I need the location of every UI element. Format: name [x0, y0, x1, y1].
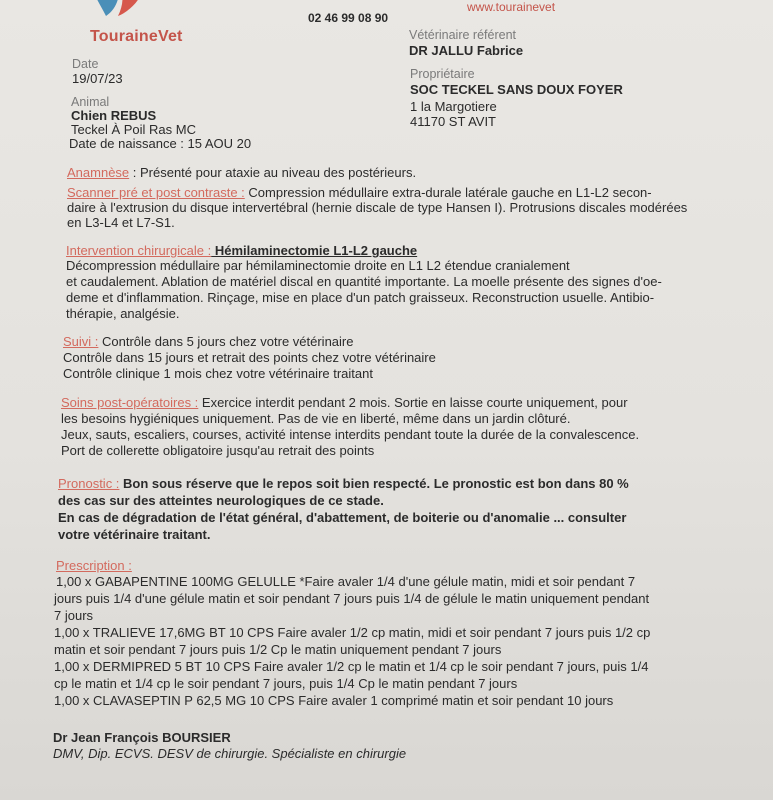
pronostic-line1 [58, 476, 629, 491]
anamnese-line [67, 165, 416, 180]
soins-line2: les besoins hygiéniques uniquement. Pas de vie en liberté, même dans un jardin clôturé. [61, 411, 571, 426]
prescription-line: jours puis 1/4 d'une gélule matin et soir pendant 7 jours puis 1/4 de gélule le matin uniquement pendant [54, 591, 650, 606]
animal-breed: Teckel À Poil Ras MC [71, 122, 196, 137]
phone-number: 02 46 99 08 90 [308, 11, 389, 25]
suivi-label: Suivi : [63, 334, 99, 349]
intervention-line1: Décompression médullaire par hémilaminectomie droite en L1 L2 étendue cranialement [66, 258, 570, 273]
scanner-text-1: Compression médullaire extra-durale latérale gauche en L1-L2 secon- [244, 185, 652, 200]
website-url: www.tourainevet [467, 0, 556, 14]
date-value: 19/07/23 [72, 71, 123, 86]
signature-name: Dr Jean François BOURSIER [53, 730, 231, 745]
signature-title: DMV, Dip. ECVS. DESV de chirurgie. Spécialiste en chirurgie [53, 746, 407, 761]
suivi-line3: Contrôle clinique 1 mois chez votre vétérinaire traitant [63, 366, 373, 381]
pronostic-label: Pronostic : [58, 476, 120, 491]
suivi-line1 [63, 334, 353, 349]
animal-label: Animal [71, 95, 110, 109]
prescription-line: cp le matin et 1/4 cp le soir pendant 7 jours, puis 1/4 Cp le matin pendant 7 jours [54, 676, 518, 691]
scanner-line3: en L3-L4 et L7-S1. [67, 215, 175, 230]
prescription-line: 1,00 x GABAPENTINE 100MG GELULLE *Faire avaler 1/4 d'une gélule matin, midi et soir pendant 7 [56, 574, 636, 589]
soins-text-1: Exercice interdit pendant 2 mois. Sortie en laisse courte uniquement, pour [198, 395, 628, 410]
soins-line4: Port de collerette obligatoire jusqu'au retrait des points [61, 443, 375, 458]
logo [68, 0, 208, 48]
soins-line1 [61, 395, 628, 410]
prescription-label-line [56, 558, 132, 573]
pronostic-line3: En cas de dégradation de l'état général, d'abattement, de boiterie ou d'anomalie ... consulter [58, 510, 627, 525]
scanner-label: Scanner pré et post contraste : [67, 185, 245, 200]
soins-label: Soins post-opératoires : [61, 395, 199, 410]
owner-name: SOC TECKEL SANS DOUX FOYER [410, 82, 623, 97]
animal-birth-date: Date de naissance : 15 AOU 20 [69, 136, 252, 151]
prescription-line: 1,00 x CLAVASEPTIN P 62,5 MG 10 CPS Faire avaler 1 comprimé matin et soir pendant 10 jours [54, 693, 614, 708]
pronostic-line4: votre vétérinaire traitant. [58, 527, 211, 542]
scanner-line2: daire à l'extrusion du disque intervertébral (hernie discale de type Hansen I). Protrusions discales modérées [67, 200, 688, 215]
prescription-line: 7 jours [54, 608, 94, 623]
suivi-line2: Contrôle dans 15 jours et retrait des points chez votre vétérinaire [63, 350, 436, 365]
pronostic-text-1: Bon sous réserve que le repos soit bien respecté. Le pronostic est bon dans 80 % [119, 476, 629, 491]
anamnese-text: : Présenté pour ataxie au niveau des postérieurs. [129, 165, 417, 180]
scanner-line1 [67, 185, 652, 200]
pronostic-line2: des cas sur des atteintes neurologiques de ce stade. [58, 493, 384, 508]
intervention-label: Intervention chirurgicale : [66, 243, 212, 258]
vet-label: Vétérinaire référent [409, 28, 517, 42]
prescription-label: Prescription : [56, 558, 132, 573]
owner-address-line1: 1 la Margotiere [410, 99, 497, 114]
intervention-line2: et caudalement. Ablation de matériel discal en quantité importante. La moelle présente des signes d'oe- [66, 274, 662, 289]
vet-name: DR JALLU Fabrice [409, 43, 524, 58]
prescription-line: matin et soir pendant 7 jours puis 1/2 Cp le matin uniquement pendant 7 jours [54, 642, 502, 657]
suivi-text-1: Contrôle dans 5 jours chez votre vétérinaire [98, 334, 354, 349]
date-label: Date [72, 57, 99, 71]
logo-text: TouraineVet [90, 28, 183, 45]
soins-line3: Jeux, sauts, escaliers, courses, activité intense interdits pendant toute la durée de la convalescence. [61, 427, 640, 442]
prescription-line: 1,00 x TRALIEVE 17,6MG BT 10 CPS Faire avaler 1/2 cp matin, midi et soir pendant 7 jours puis 1/2 cp [54, 625, 651, 640]
owner-label: Propriétaire [410, 67, 475, 81]
owner-address-line2: 41170 ST AVIT [410, 114, 496, 129]
intervention-line-title [66, 243, 417, 258]
intervention-title: Hémilaminectomie L1-L2 gauche [211, 243, 418, 258]
animal-name: Chien REBUS [71, 108, 157, 123]
intervention-line4: thérapie, analgésie. [66, 306, 180, 321]
intervention-line3: deme et d'inflammation. Rinçage, mise en place d'un patch graisseux. Reconstruction usuelle. Antibio- [66, 290, 655, 305]
anamnese-label: Anamnèse [67, 165, 130, 180]
logo-mark-icon [88, 0, 148, 18]
prescription-line: 1,00 x DERMIPRED 5 BT 10 CPS Faire avaler 1/2 cp le matin et 1/4 cp le soir pendant 7 jours, puis 1/4 [54, 659, 649, 674]
